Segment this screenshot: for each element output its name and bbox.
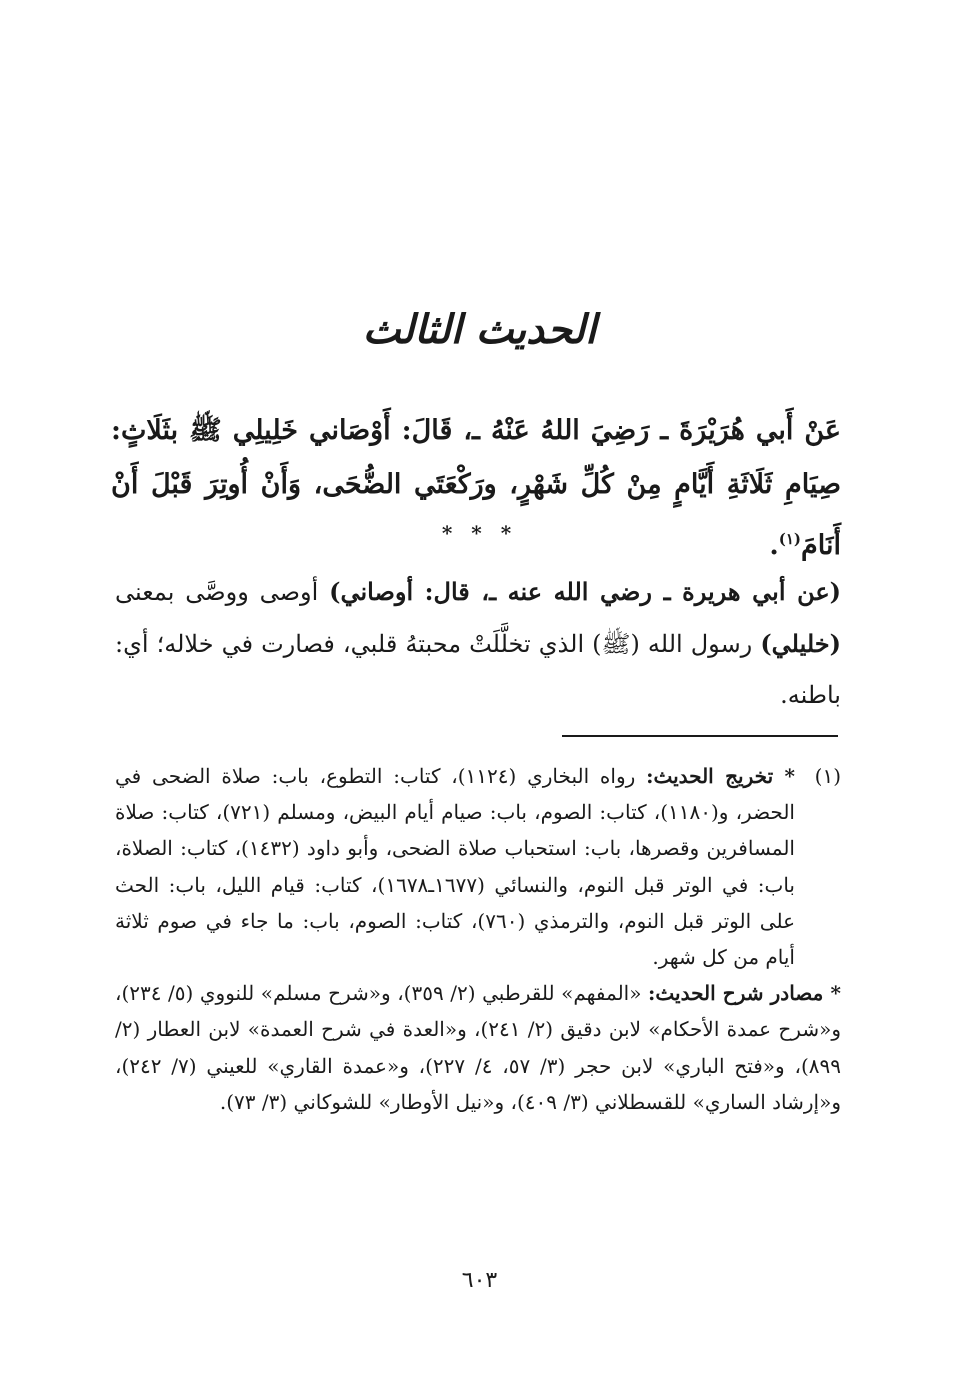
commentary-quote-1: (عن أبي هريرة ـ رضي الله عنه ـ، قال: أوصاني) — [329, 577, 842, 606]
footnotes-section — [115, 758, 841, 1120]
section-separator: * * * — [441, 521, 518, 545]
footnote-divider — [562, 735, 838, 737]
footnote-reference: (١) — [778, 530, 802, 548]
sources-label: * مصادر شرح الحديث: — [648, 981, 841, 1006]
commentary-quote-2: (خليلي) — [760, 629, 841, 658]
footnote-number: (١) — [814, 764, 841, 788]
footnote-sources — [115, 975, 841, 1120]
page-number: ٦٠٣ — [461, 1268, 498, 1293]
takhrij-text: رواه البخاري (١١٢٤)، كتاب: التطوع، باب: صلاة الضحى في الحضر، و(١١٨٠)، كتاب: الصوم، باب: صيام أيام البيض، ومسلم (٧٢١)، كتاب: صلاة المسافرين وقصرها، باب: استحباب صلاة الضحى، وأبو داود (١٤٣٢)، كتاب: الصلاة، باب: في الوتر قبل النوم، والنسائي (١٦٧٧ـ١٦٧٨)، كتاب: قيام الليل، باب: الحث على الوتر قبل النوم، والترمذي (٧٦٠)، كتاب: الصوم، باب: ما جاء في صوم ثلاثة أيام من كل شهر. — [115, 764, 796, 970]
page-title: الحديث الثالث — [362, 306, 597, 353]
takhrij-label: * تخريج الحديث: — [646, 764, 796, 788]
commentary-paragraph — [115, 566, 841, 721]
footnote-entry — [115, 758, 841, 975]
footnote-takhrij — [115, 758, 795, 975]
commentary-text-2: رسول الله (ﷺ) الذي تخلَّلَتْ محبتهُ قلبي، فصارت في خلاله؛ أي: باطنه. — [115, 630, 841, 709]
hadith-end: . — [769, 530, 779, 561]
hadith-body: عَنْ أَبي هُرَيْرَةَ ـ رَضِيَ اللهُ عَنْهُ ـ، قَالَ: أَوْصَاني خَلِيلِي ﷺ بثَلَاثٍ: صِيَامِ ثَلَاثَةِ أَيَّامٍ مِنْ كُلِّ شَهْرٍ، ورَكْعَتَي الضُّحَى، وَأَنْ أُوتِرَ قَبْلَ أَنْ أَنَامَ — [111, 415, 841, 561]
sources-text: «المفهم» للقرطبي (٢/ ٣٥٩)، و«شرح مسلم» للنووي (٥/ ٢٣٤)، و«شرح عمدة الأحكام» لابن دقيق (٢/ ٢٤١)، و«العدة في شرح العمدة» لابن العطار (٢/ ٨٩٩)، و«فتح الباري» لابن حجر (٣/ ٥٧، ٤/ ٢٢٧)، و«عمدة القاري» للعيني (٧/ ٢٤٢)، و«إرشاد الساري» للقسطلاني (٣/ ٤٠٩)، و«نيل الأوطار» للشوكاني (٣/ ٧٣). — [115, 981, 841, 1114]
commentary-text-1: أوصى ووصَّى بمعنى — [115, 578, 330, 606]
